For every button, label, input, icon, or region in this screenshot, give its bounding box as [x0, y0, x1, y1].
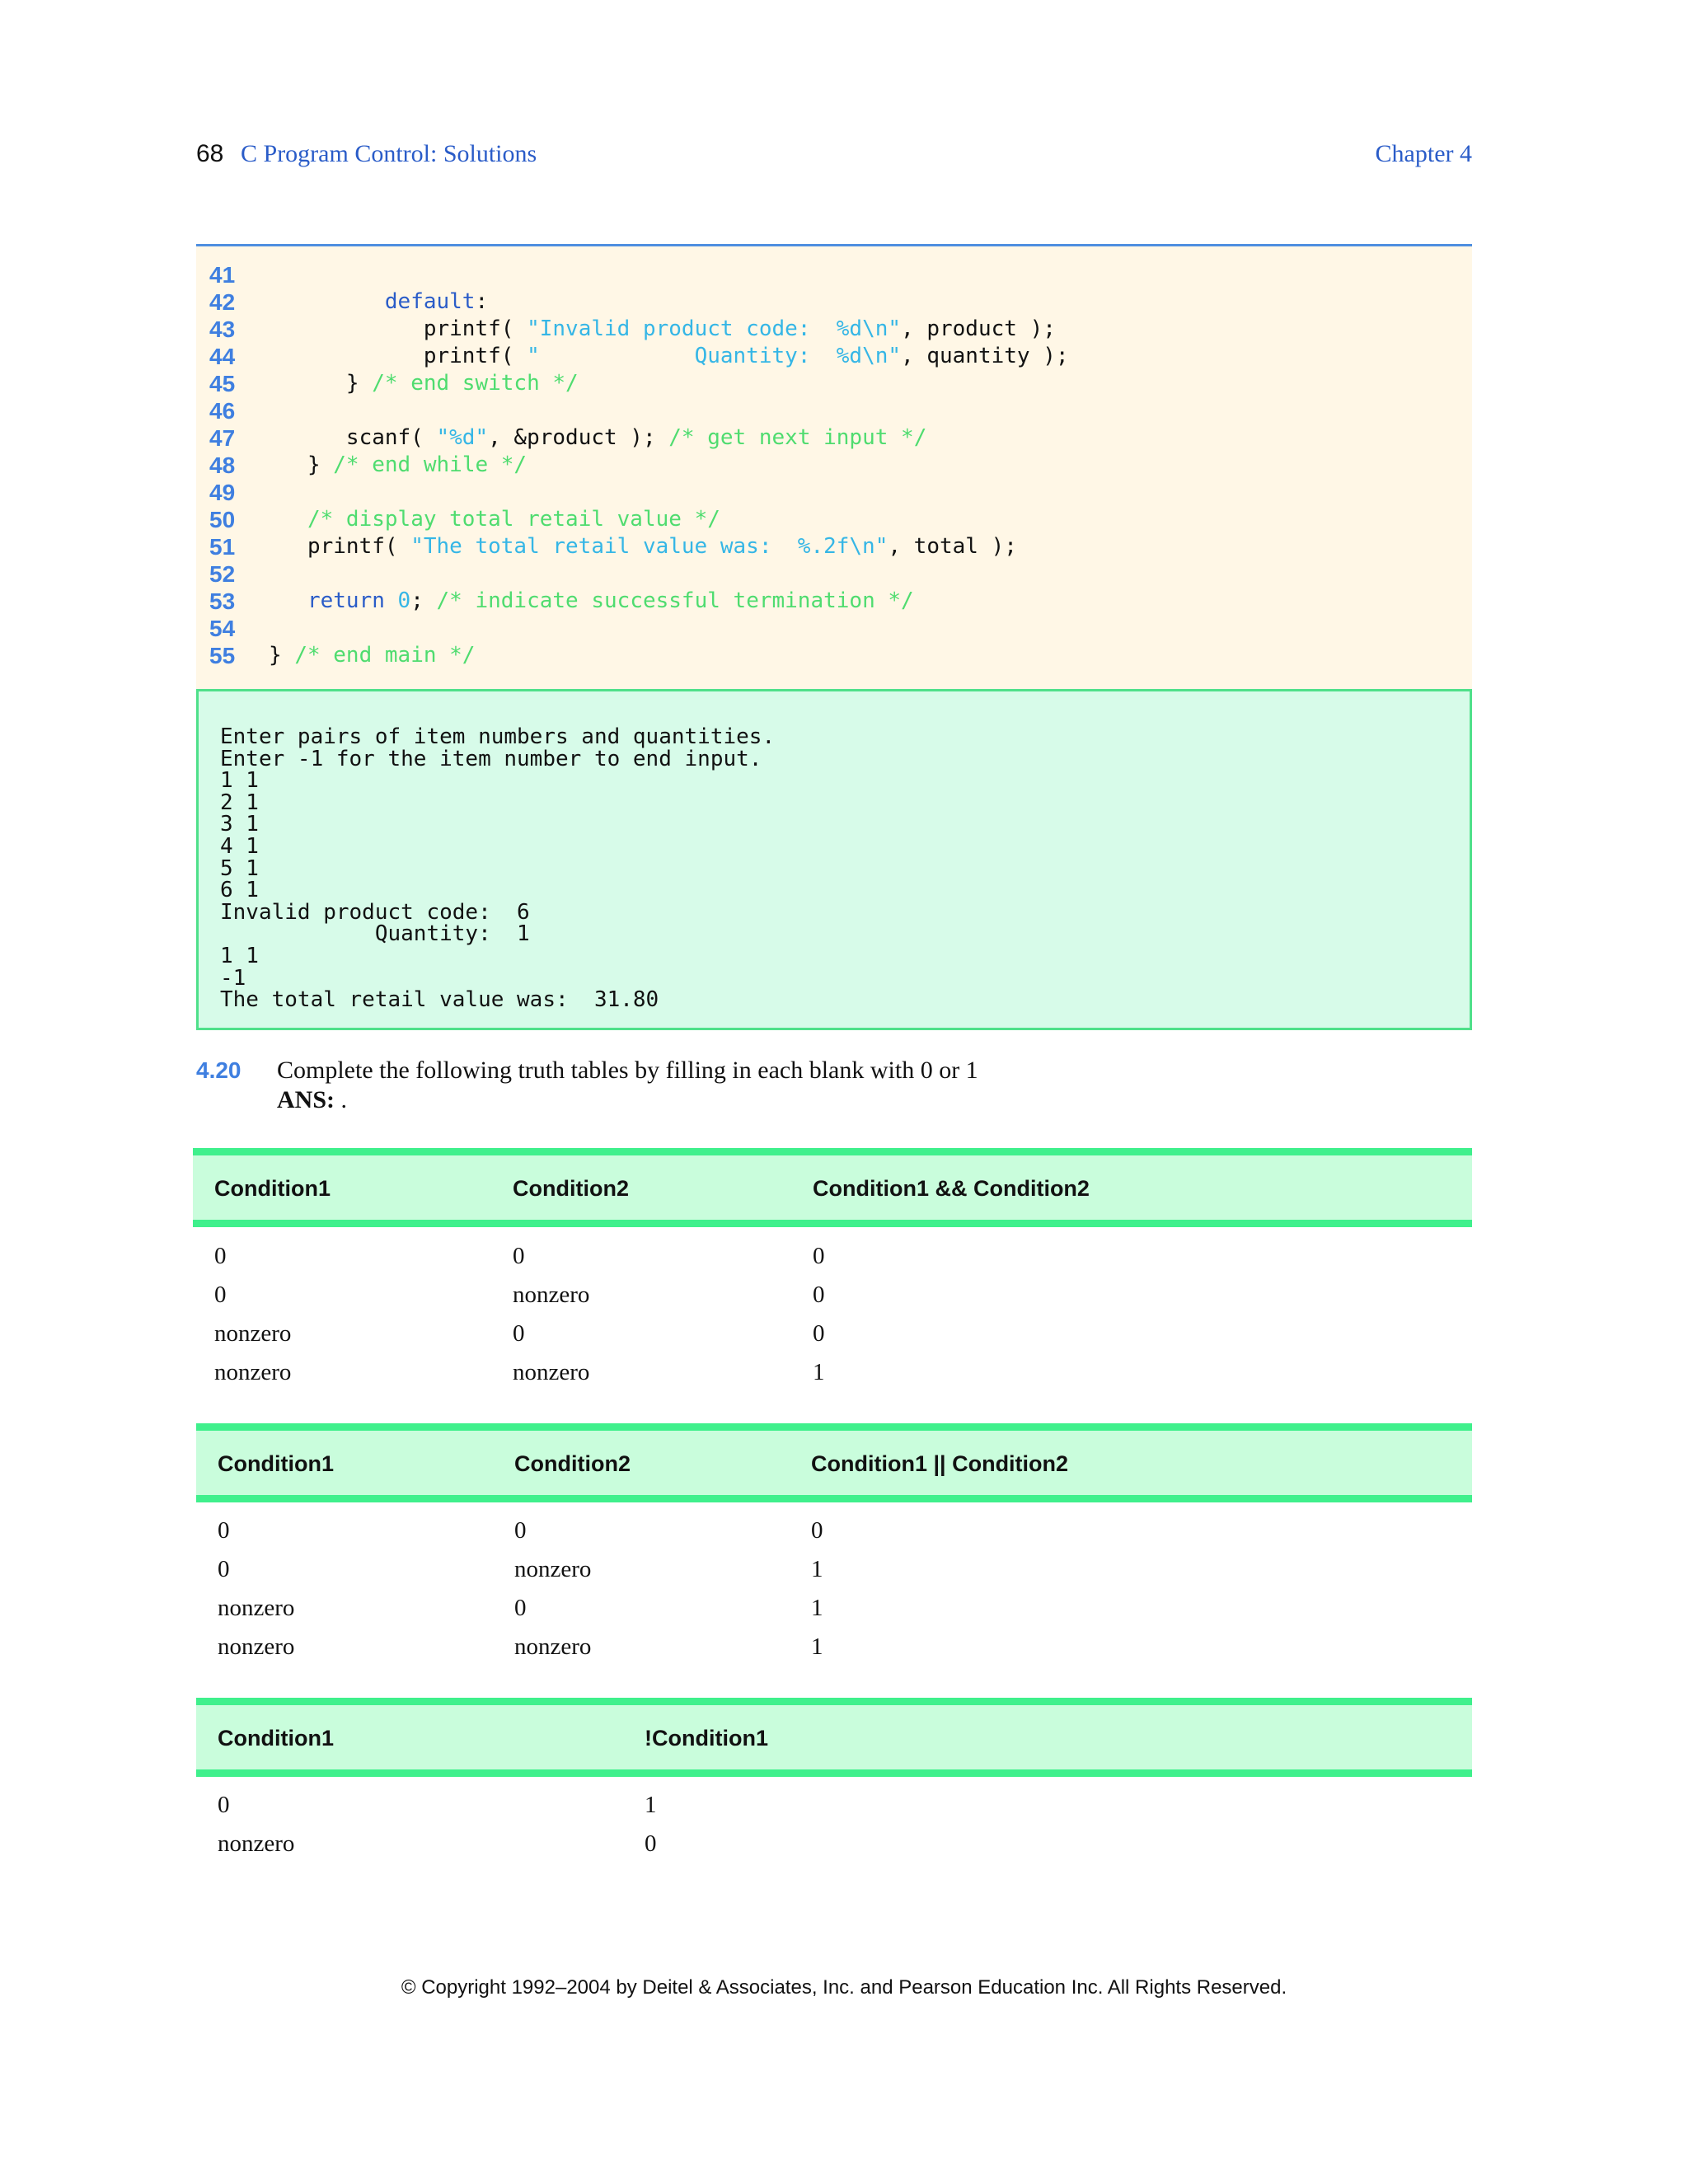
table-cell: 0 [513, 1320, 525, 1347]
code-line [196, 642, 1472, 669]
output-line: Enter pairs of item numbers and quantities. [220, 724, 776, 749]
table-cell: nonzero [514, 1633, 592, 1660]
code-string: "The total retail value was: %.2f\n" [410, 534, 889, 559]
table-cell: 0 [218, 1517, 230, 1544]
code-text [269, 316, 1056, 343]
code-line [196, 452, 1472, 479]
header-cell: Condition2 [514, 1451, 631, 1476]
page-number: 68 [196, 140, 224, 167]
code-line [196, 588, 1472, 615]
code-token: } [269, 371, 373, 396]
table-cell: 0 [813, 1282, 825, 1308]
output-line: 1 1 [220, 768, 259, 794]
code-comment: /* get next input */ [668, 425, 927, 450]
table-cell: 0 [218, 1792, 230, 1818]
output-line: 2 1 [220, 790, 259, 815]
code-token: } [269, 452, 334, 477]
truth-table-or-header [196, 1423, 1472, 1502]
table-cell: 0 [218, 1556, 230, 1582]
code-token: printf( [269, 316, 528, 341]
code-token [269, 289, 385, 314]
page-header [196, 140, 1472, 176]
header-cell: Condition1 [214, 1176, 331, 1201]
code-token [269, 507, 307, 532]
code-text [269, 288, 488, 316]
line-number: 41 [209, 262, 236, 288]
code-line [196, 560, 1472, 588]
table-cell: nonzero [218, 1633, 295, 1660]
code-line [196, 506, 1472, 533]
code-token: printf( [269, 344, 528, 368]
output-line: 6 1 [220, 878, 259, 903]
copyright-footer: © Copyright 1992–2004 by Deitel & Associates, Inc. and Pearson Education Inc. All Rights Reserved. [401, 1976, 1287, 1999]
output-line: Quantity: 1 [220, 921, 530, 947]
code-comment: /* display total retail value */ [307, 507, 720, 532]
code-string: "%d" [436, 425, 489, 450]
table-cell: nonzero [514, 1556, 592, 1582]
line-number: 44 [209, 344, 236, 369]
code-text [269, 343, 1069, 370]
answer-text: . [335, 1086, 348, 1113]
page-title: C Program Control: Solutions [241, 140, 537, 167]
table-cell: 1 [811, 1556, 823, 1582]
line-number: 47 [209, 425, 236, 451]
code-line [196, 424, 1472, 452]
table-cell: 0 [514, 1595, 527, 1621]
code-token: , total ); [888, 534, 1017, 559]
table-cell: 0 [645, 1830, 657, 1857]
header-cell: Condition1 && Condition2 [813, 1176, 1090, 1201]
code-text [269, 642, 475, 669]
code-text [269, 588, 914, 615]
code-string: 0 [397, 588, 411, 613]
truth-table-and-header [193, 1148, 1472, 1227]
code-text [269, 424, 926, 452]
code-token [385, 588, 398, 613]
output-line: Enter -1 for the item number to end input. [220, 746, 762, 771]
line-number: 43 [209, 316, 236, 342]
line-number: 49 [209, 480, 236, 505]
table-cell: nonzero [214, 1359, 292, 1385]
table-cell: 1 [811, 1595, 823, 1621]
code-keyword: return [307, 588, 385, 613]
output-line: 3 1 [220, 812, 259, 837]
table-cell: 0 [214, 1282, 227, 1308]
table-cell: 0 [513, 1243, 525, 1269]
table-cell: 0 [813, 1320, 825, 1347]
table-cell: 1 [645, 1792, 657, 1818]
exercise-text: Complete the following truth tables by filling in each blank with 0 or 1 [277, 1057, 978, 1084]
line-number: 52 [209, 561, 236, 587]
table-cell: 0 [214, 1243, 227, 1269]
header-cell: Condition1 || Condition2 [811, 1451, 1069, 1476]
line-number: 46 [209, 398, 236, 424]
table-cell: 0 [514, 1517, 527, 1544]
output-line: Invalid product code: 6 [220, 899, 530, 925]
code-token: , product ); [901, 316, 1056, 341]
code-string: " Quantity: %d\n" [527, 344, 902, 368]
table-cell: 0 [811, 1517, 823, 1544]
line-number: 45 [209, 371, 236, 396]
code-token: , &product ); [488, 425, 669, 450]
header-cell: Condition1 [218, 1726, 334, 1750]
line-number: 51 [209, 534, 236, 560]
answer-label: ANS: [277, 1086, 335, 1113]
program-output [196, 689, 1472, 1030]
code-listing [196, 244, 1472, 689]
code-line [196, 343, 1472, 370]
header-cell: Condition1 [218, 1451, 334, 1476]
output-line: -1 [220, 965, 246, 991]
table-cell: nonzero [218, 1830, 295, 1857]
code-text [269, 506, 720, 533]
table-cell: nonzero [214, 1320, 292, 1347]
truth-table-not-header [196, 1698, 1472, 1777]
output-line: 1 1 [220, 944, 259, 968]
code-text [269, 452, 527, 479]
line-number: 53 [209, 588, 236, 614]
chapter-label: Chapter 4 [1375, 140, 1472, 167]
code-line [196, 479, 1472, 506]
line-number: 42 [209, 289, 236, 315]
output-line: 5 1 [220, 855, 259, 881]
code-token: , quantity ); [901, 344, 1069, 368]
code-comment: /* end main */ [294, 643, 476, 668]
code-line [196, 261, 1472, 288]
code-token: scanf( [269, 425, 437, 450]
code-line [196, 397, 1472, 424]
code-keyword: default [384, 289, 476, 314]
code-token: ; [410, 588, 437, 613]
table-cell: nonzero [218, 1595, 295, 1621]
exercise-number: 4.20 [196, 1057, 241, 1083]
code-string: "Invalid product code: %d\n" [527, 316, 902, 341]
output-line: 4 1 [220, 834, 259, 859]
code-line [196, 370, 1472, 397]
line-number: 50 [209, 507, 236, 532]
table-cell: 1 [813, 1359, 825, 1385]
code-text [269, 533, 1017, 560]
code-line [196, 615, 1472, 642]
code-token: : [475, 289, 489, 314]
code-token [269, 588, 307, 613]
table-cell: nonzero [513, 1359, 590, 1385]
line-number: 48 [209, 452, 236, 478]
code-comment: /* end switch */ [372, 371, 579, 396]
code-token: printf( [269, 534, 411, 559]
code-comment: /* end while */ [333, 452, 528, 477]
code-token: } [269, 643, 295, 668]
output-line: The total retail value was: 31.80 [220, 987, 659, 1013]
code-text [269, 370, 579, 397]
table-cell: 0 [813, 1243, 825, 1269]
code-line [196, 288, 1472, 316]
answer-line [277, 1086, 347, 1114]
table-cell: 1 [811, 1633, 823, 1660]
code-comment: /* indicate successful termination */ [436, 588, 914, 613]
header-cell: Condition2 [513, 1176, 629, 1201]
line-number: 55 [209, 643, 236, 668]
code-line [196, 533, 1472, 560]
table-cell: nonzero [513, 1282, 590, 1308]
line-number: 54 [209, 616, 236, 641]
header-cell: !Condition1 [645, 1726, 768, 1750]
code-line [196, 316, 1472, 343]
